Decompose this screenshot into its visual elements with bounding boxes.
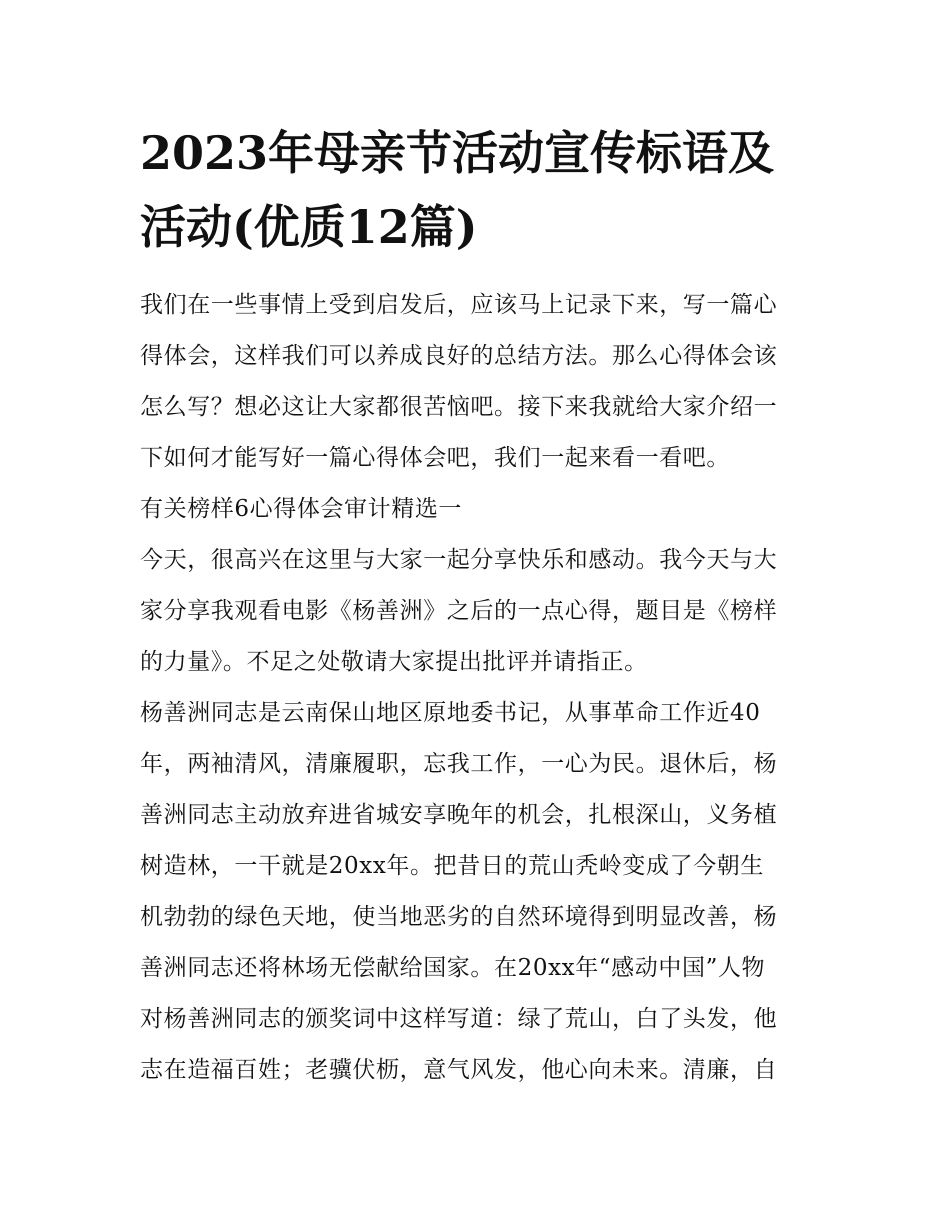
- document-title: [140, 116, 820, 264]
- intro-line-3: 怎么写？想必这让大家都很苦恼吧。接下来我就给大家介绍一: [140, 394, 778, 420]
- title-line-1: 2023年母亲节活动宣传标语及: [140, 126, 775, 180]
- paragraph-line-3: 的力量》。不足之处敬请大家提出批评并请指正。: [140, 649, 648, 675]
- paragraph-line-2: 家分享我观看电影《杨善洲》之后的一点心得，题目是《榜样: [140, 598, 778, 624]
- paragraph-line-4: 杨善洲同志是云南保山地区原地委书记，从事革命工作近40: [140, 700, 761, 726]
- paragraph-line-7: 树造林，一干就是20xx年。把昔日的荒山秃岭变成了今朝生: [140, 853, 765, 879]
- section-heading: 有关榜样6心得体会审计精选一: [140, 496, 463, 522]
- document-body: [140, 280, 820, 1096]
- intro-line-4: 下如何才能写好一篇心得体会吧，我们一起来看一看吧。: [140, 445, 730, 471]
- paragraph-line-1: 今天，很高兴在这里与大家一起分享快乐和感动。我今天与大: [140, 547, 778, 573]
- paragraph-line-8: 机勃勃的绿色天地，使当地恶劣的自然环境得到明显改善，杨: [140, 904, 778, 930]
- title-line-2: 活动(优质12篇): [140, 200, 478, 254]
- paragraph-line-5: 年，两袖清风，清廉履职，忘我工作，一心为民。退休后，杨: [140, 751, 778, 777]
- paragraph-line-9: 善洲同志还将林场无偿献给国家。在20xx年“感动中国”人物: [140, 955, 766, 981]
- paragraph-line-11: 志在造福百姓；老骥伏枥，意气风发，他心向未来。清廉，自: [140, 1057, 778, 1083]
- intro-line-1: 我们在一些事情上受到启发后，应该马上记录下来，写一篇心: [140, 292, 778, 318]
- intro-line-2: 得体会，这样我们可以养成良好的总结方法。那么心得体会该: [140, 343, 778, 369]
- paragraph-line-6: 善洲同志主动放弃进省城安享晚年的机会，扎根深山，义务植: [140, 802, 778, 828]
- paragraph-line-10: 对杨善洲同志的颁奖词中这样写道：绿了荒山，白了头发，他: [140, 1006, 778, 1032]
